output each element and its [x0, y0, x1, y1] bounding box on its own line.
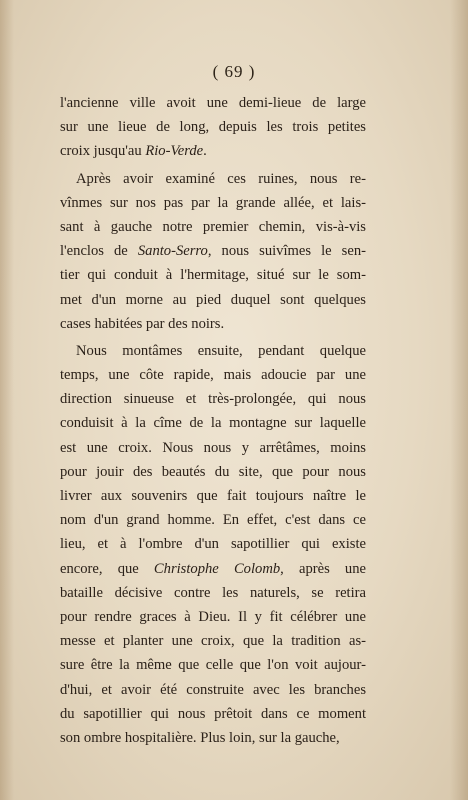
text-line: pour rendre graces à Dieu. Il y fit célébrer une	[60, 608, 366, 625]
text-segment: , nous suivîmes le sen-	[207, 243, 366, 260]
text-segment: .	[203, 143, 207, 160]
italic-name: Rio-Verde	[145, 143, 204, 160]
paragraph	[60, 339, 366, 750]
text-line	[60, 239, 366, 263]
text-segment: , après une	[280, 560, 366, 577]
text-line: direction sinueuse et très-prolongée, qui nous	[60, 391, 366, 408]
text-line: tier qui conduit à l'hermitage, situé sur le som-	[60, 267, 366, 284]
text-segment: encore, que	[60, 560, 154, 577]
text-line: du sapotillier qui nous prêtoit dans ce moment	[60, 705, 366, 722]
text-line: lieu, et à l'ombre d'un sapotillier qui existe	[60, 536, 366, 553]
text-line: messe et planter une croix, que la tradition as-	[60, 633, 366, 650]
body-text	[60, 91, 366, 750]
text-line: d'hui, et avoir été construite avec les branches	[60, 681, 366, 698]
text-line: sure être la même que celle que l'on voit aujour-	[60, 657, 366, 674]
text-line: temps, une côte rapide, mais adoucie par une	[60, 367, 366, 384]
text-line: l'ancienne ville avoit une demi-lieue de large	[60, 95, 366, 111]
italic-name: Christophe Colomb	[153, 560, 281, 577]
text-line: nom d'un grand homme. En effet, c'est dans ce	[60, 512, 366, 529]
text-line: conduisit à la cîme de la montagne sur laquelle	[60, 415, 366, 432]
text-line: bataille décisive contre les naturels, se retira	[60, 584, 366, 601]
text-line	[60, 557, 366, 581]
text-line: sant à gauche notre premier chemin, vis-à-vis	[60, 218, 366, 235]
text-line: vînmes sur nos pas par la grande allée, et lais-	[60, 194, 366, 211]
text-line: est une croix. Nous nous y arrêtâmes, moins	[60, 439, 366, 456]
paragraph	[60, 167, 366, 336]
text-segment: croix jusqu'au	[60, 143, 146, 160]
text-line: Nous montâmes ensuite, pendant quelque	[76, 342, 366, 359]
text-line: met d'un morne au pied duquel sont quelques	[60, 291, 366, 308]
text-line: Après avoir examiné ces ruines, nous re-	[76, 170, 366, 187]
text-line: cases habitées par des noirs.	[60, 315, 225, 332]
paragraph	[60, 91, 366, 164]
text-line: livrer aux souvenirs que fait toujours naître le	[60, 488, 366, 504]
italic-name: Santo-Serro	[137, 243, 208, 260]
text-line: pour jouir des beautés du site, que pour nous	[60, 463, 366, 480]
text-line: son ombre hospitalière. Plus loin, sur la gauche,	[60, 729, 340, 746]
text-segment: l'enclos de	[60, 243, 138, 260]
text-line	[60, 139, 366, 163]
text-line: sur une lieue de long, depuis les trois petites	[60, 119, 366, 136]
page-number: ( 69 )	[212, 62, 256, 81]
